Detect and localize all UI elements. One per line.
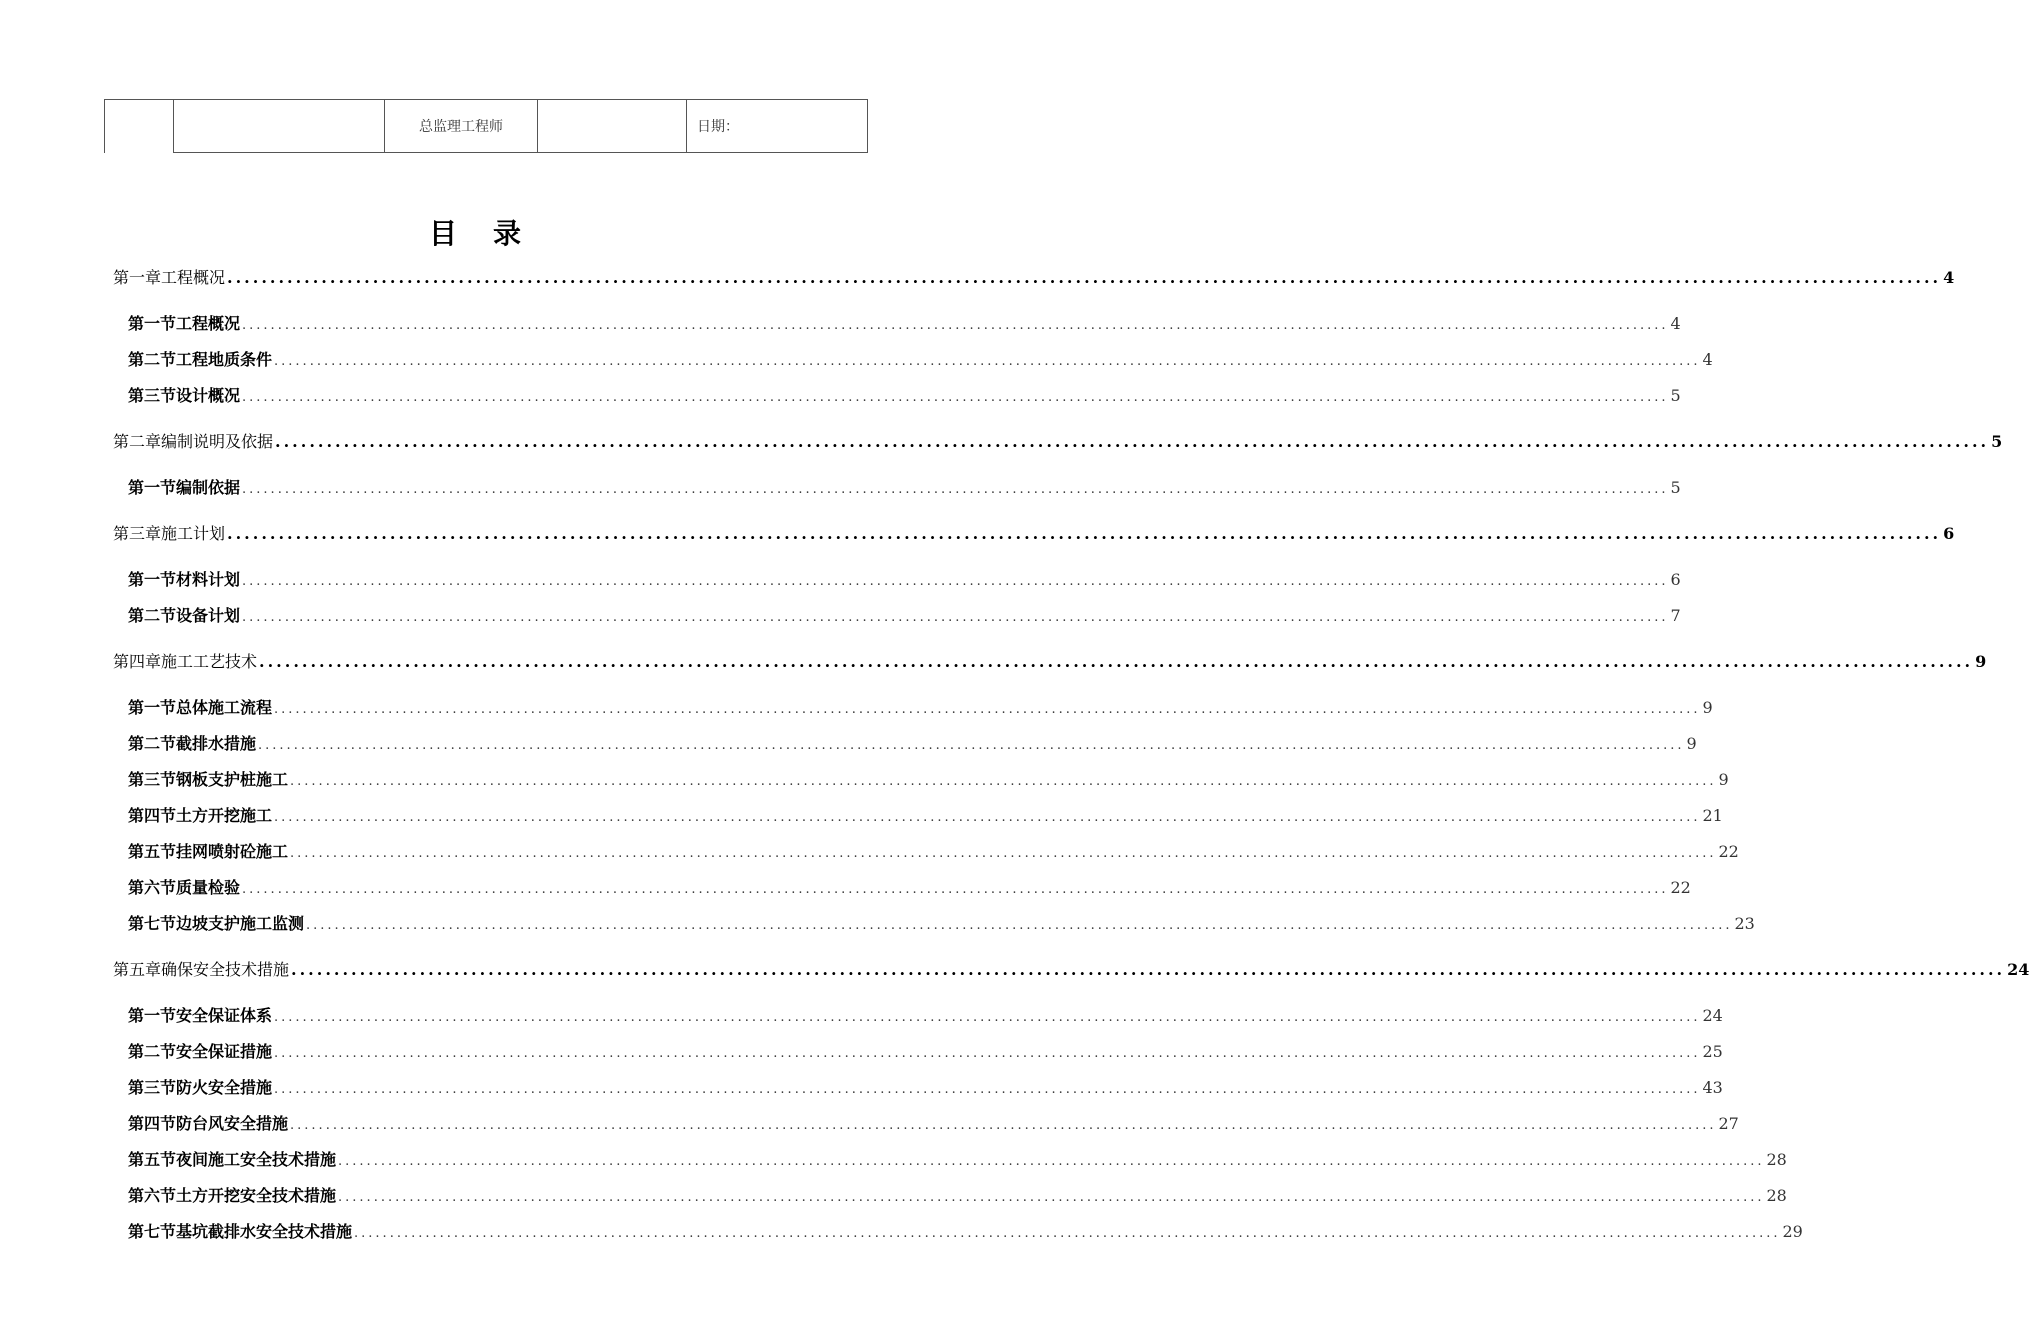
- toc-entry-title: 截排水措施: [176, 734, 257, 753]
- toc-entry-number: 第一节: [128, 698, 177, 717]
- toc-leader-dots: ........................................................................................................................................................................................................: [259, 652, 1974, 671]
- toc-leader-dots: ........................................................................................................................................................................................................: [242, 390, 1669, 405]
- toc-page-number: 43: [1702, 1078, 1723, 1097]
- toc-entry-title: 挂网喷射砼施工: [176, 842, 289, 861]
- toc-entry-title: 质量检验: [176, 878, 241, 897]
- toc-leader-dots: ........................................................................................................................................................................................................: [354, 1226, 1781, 1241]
- toc-page-number: 29: [1782, 1222, 1803, 1241]
- date-label: 日期：: [687, 99, 868, 153]
- toc-section-entry[interactable]: [128, 839, 1739, 862]
- toc-entry-title: 防火安全措施: [176, 1078, 273, 1097]
- toc-leader-dots: ........................................................................................................................................................................................................: [306, 918, 1733, 933]
- toc-entry-title: 总体施工流程: [176, 698, 273, 717]
- toc-page-number: 9: [1686, 734, 1697, 753]
- toc-leader-dots: ........................................................................................................................................................................................................: [338, 1190, 1765, 1205]
- toc-entry-title: 确保安全技术措施: [161, 960, 290, 979]
- toc-leader-dots: ........................................................................................................................................................................................................: [242, 318, 1669, 333]
- toc-page-number: 28: [1766, 1150, 1787, 1169]
- toc-page-number: 9: [1718, 770, 1729, 789]
- toc-page-number: 7: [1670, 606, 1681, 625]
- toc-page-number: 28: [1766, 1186, 1787, 1205]
- signature-cell-blank-1: [104, 99, 174, 153]
- toc-leader-dots: ........................................................................................................................................................................................................: [242, 482, 1669, 497]
- toc-entry-title: 编制说明及依据: [161, 432, 274, 451]
- signature-table: [104, 99, 868, 153]
- toc-entry-number: 第三节: [128, 770, 177, 789]
- toc-chapter-entry[interactable]: [113, 429, 2003, 452]
- toc-entry-number: 第五节: [128, 1150, 177, 1169]
- toc-section-entry[interactable]: [128, 567, 1681, 590]
- toc-entry-number: 第一节: [128, 314, 177, 333]
- signature-cell-blank-2: [174, 99, 385, 153]
- toc-entry-number: 第四节: [128, 1114, 177, 1133]
- toc-section-entry[interactable]: [128, 383, 1681, 406]
- toc-entry-number: 第二节: [128, 606, 177, 625]
- toc-section-entry[interactable]: [128, 731, 1697, 754]
- toc-chapter-entry[interactable]: [113, 521, 1955, 544]
- toc-section-entry[interactable]: [128, 1147, 1787, 1170]
- toc-entry-title: 设计概况: [176, 386, 241, 405]
- toc-leader-dots: ........................................................................................................................................................................................................: [242, 574, 1669, 589]
- toc-entry-title: 工程概况: [161, 268, 226, 287]
- toc-entry-title: 钢板支护桩施工: [176, 770, 289, 789]
- toc-section-entry[interactable]: [128, 1219, 1803, 1242]
- toc-page-number: 27: [1718, 1114, 1739, 1133]
- toc-page-number: 4: [1702, 350, 1713, 369]
- toc-section-entry[interactable]: [128, 767, 1729, 790]
- toc-leader-dots: ........................................................................................................................................................................................................: [227, 524, 1942, 543]
- toc-leader-dots: ........................................................................................................................................................................................................: [274, 702, 1701, 717]
- toc-leader-dots: ........................................................................................................................................................................................................: [338, 1154, 1765, 1169]
- toc-leader-dots: ........................................................................................................................................................................................................: [274, 810, 1701, 825]
- toc-page-number: 4: [1943, 268, 1955, 287]
- toc-page-number: 6: [1670, 570, 1681, 589]
- toc-leader-dots: ........................................................................................................................................................................................................: [291, 960, 2006, 979]
- chief-supervisor-label: 总监理工程师: [385, 99, 538, 153]
- toc-entry-number: 第四章: [113, 652, 162, 671]
- chief-supervisor-signature-cell: [538, 99, 687, 153]
- toc-entry-title: 施工工艺技术: [161, 652, 258, 671]
- toc-entry-number: 第一节: [128, 1006, 177, 1025]
- toc-section-entry[interactable]: [128, 347, 1713, 370]
- toc-section-entry[interactable]: [128, 875, 1691, 898]
- toc-entry-number: 第三节: [128, 386, 177, 405]
- toc-entry-number: 第二章: [113, 432, 162, 451]
- toc-page-number: 4: [1670, 314, 1681, 333]
- toc-entry-title: 基坑截排水安全技术措施: [176, 1222, 353, 1241]
- toc-leader-dots: ........................................................................................................................................................................................................: [242, 882, 1669, 897]
- toc-entry-title: 土方开挖安全技术措施: [176, 1186, 337, 1205]
- toc-page-number: 23: [1734, 914, 1755, 933]
- toc-entry-title: 边坡支护施工监测: [176, 914, 305, 933]
- toc-leader-dots: ........................................................................................................................................................................................................: [290, 846, 1717, 861]
- toc-entry-title: 材料计划: [176, 570, 241, 589]
- toc-entry-number: 第二节: [128, 1042, 177, 1061]
- toc-leader-dots: ........................................................................................................................................................................................................: [227, 268, 1942, 287]
- toc-entry-title: 工程概况: [176, 314, 241, 333]
- toc-entry-number: 第一节: [128, 570, 177, 589]
- toc-entry-number: 第一章: [113, 268, 162, 287]
- toc-entry-number: 第七节: [128, 1222, 177, 1241]
- toc-section-entry[interactable]: [128, 1183, 1787, 1206]
- toc-leader-dots: ........................................................................................................................................................................................................: [290, 1118, 1717, 1133]
- toc-entry-title: 土方开挖施工: [176, 806, 273, 825]
- toc-entry-number: 第一节: [128, 478, 177, 497]
- toc-section-entry[interactable]: [128, 1039, 1723, 1062]
- toc-chapter-entry[interactable]: [113, 957, 2029, 980]
- toc-leader-dots: ........................................................................................................................................................................................................: [274, 1010, 1701, 1025]
- toc-page-number: 5: [1670, 386, 1681, 405]
- toc-leader-dots: ........................................................................................................................................................................................................: [290, 774, 1717, 789]
- toc-entry-number: 第七节: [128, 914, 177, 933]
- toc-page-number: 5: [1670, 478, 1681, 497]
- toc-entry-number: 第二节: [128, 350, 177, 369]
- toc-leader-dots: ........................................................................................................................................................................................................: [275, 432, 1990, 451]
- toc-chapter-entry[interactable]: [113, 265, 1955, 288]
- toc-section-entry[interactable]: [128, 911, 1755, 934]
- toc-entry-title: 安全保证体系: [176, 1006, 273, 1025]
- toc-entry-title: 工程地质条件: [176, 350, 273, 369]
- toc-entry-title: 设备计划: [176, 606, 241, 625]
- toc-entry-number: 第三节: [128, 1078, 177, 1097]
- toc-section-entry[interactable]: [128, 475, 1681, 498]
- toc-section-entry[interactable]: [128, 311, 1681, 334]
- toc-section-entry[interactable]: [128, 603, 1681, 626]
- toc-entry-number: 第五节: [128, 842, 177, 861]
- toc-page-number: 24: [1702, 1006, 1723, 1025]
- toc-entry-title: 夜间施工安全技术措施: [176, 1150, 337, 1169]
- toc-page-number: 22: [1718, 842, 1739, 861]
- toc-page-number: 24: [2007, 960, 2029, 979]
- toc-entry-title: 编制依据: [176, 478, 241, 497]
- toc-page-number: 21: [1702, 806, 1723, 825]
- toc-page-number: 25: [1702, 1042, 1723, 1061]
- toc-entry-number: 第二节: [128, 734, 177, 753]
- toc-entry-title: 安全保证措施: [176, 1042, 273, 1061]
- toc-leader-dots: ........................................................................................................................................................................................................: [242, 610, 1669, 625]
- toc-entry-title: 防台风安全措施: [176, 1114, 289, 1133]
- toc-entry-number: 第六节: [128, 1186, 177, 1205]
- toc-section-entry[interactable]: [128, 1003, 1723, 1026]
- toc-entry-number: 第六节: [128, 878, 177, 897]
- toc-section-entry[interactable]: [128, 1111, 1739, 1134]
- toc-page-number: 22: [1670, 878, 1691, 897]
- toc-leader-dots: ........................................................................................................................................................................................................: [258, 738, 1685, 753]
- toc-section-entry[interactable]: [128, 1075, 1723, 1098]
- toc-section-entry[interactable]: [128, 803, 1723, 826]
- toc-entry-number: 第三章: [113, 524, 162, 543]
- toc-leader-dots: ........................................................................................................................................................................................................: [274, 1082, 1701, 1097]
- toc-page-number: 9: [1975, 652, 1987, 671]
- toc-entry-title: 施工计划: [161, 524, 226, 543]
- toc-chapter-entry[interactable]: [113, 649, 1987, 672]
- toc-page-number: 9: [1702, 698, 1713, 717]
- toc-entry-number: 第五章: [113, 960, 162, 979]
- toc-leader-dots: ........................................................................................................................................................................................................: [274, 1046, 1701, 1061]
- toc-page-number: 5: [1991, 432, 2003, 451]
- toc-title: 目录: [428, 217, 557, 250]
- toc-leader-dots: ........................................................................................................................................................................................................: [274, 354, 1701, 369]
- toc-section-entry[interactable]: [128, 695, 1713, 718]
- toc-page-number: 6: [1943, 524, 1955, 543]
- toc-entry-number: 第四节: [128, 806, 177, 825]
